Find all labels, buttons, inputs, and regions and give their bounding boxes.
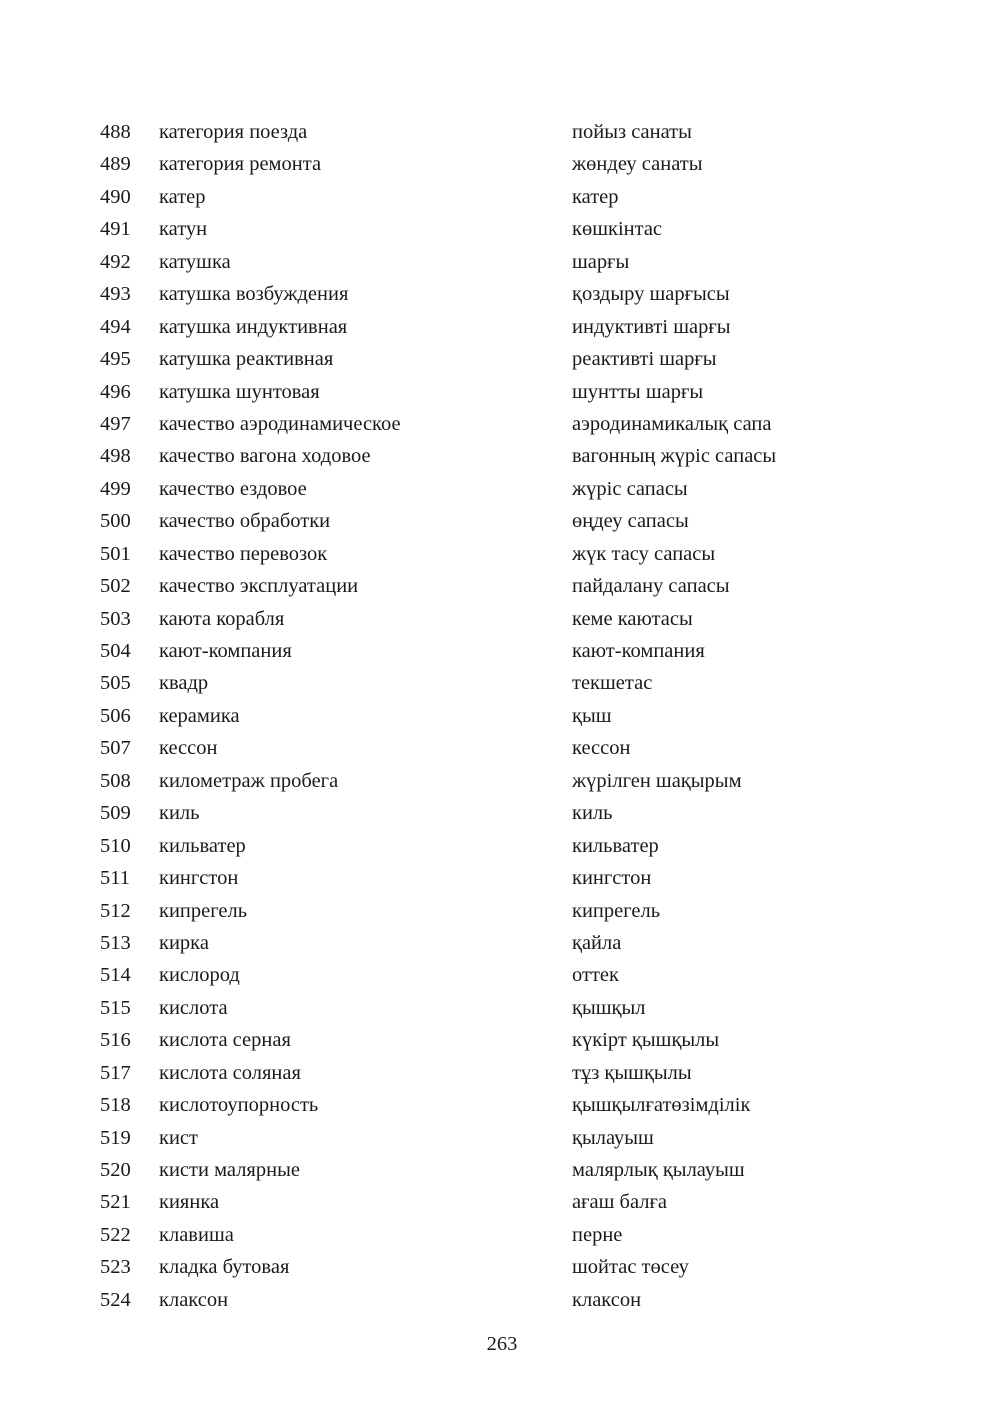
russian-term: кают-компания [159,640,292,662]
glossary-list [0,116,1004,1316]
entry-number: 522 [100,1223,131,1246]
kazakh-term: қышқылғатөзімділік [572,1094,751,1117]
entry-number: 504 [100,640,131,662]
entry-number: 516 [100,1029,131,1052]
russian-term: кессон [159,737,218,760]
kazakh-term: жүріс сапасы [572,477,688,500]
glossary-entry [0,667,1004,699]
russian-term: кист [159,1126,198,1149]
kazakh-term: вагонның жүріс сапасы [572,445,777,468]
glossary-entry [0,895,1004,927]
russian-term: кислотоупорность [159,1094,319,1117]
russian-term: качество вагона ходовое [159,445,371,468]
kazakh-term: кают-компания [572,640,705,662]
kazakh-term: тұз қышқылы [572,1061,692,1084]
glossary-entry [0,1089,1004,1121]
entry-number: 494 [100,315,131,338]
kazakh-term: клаксон [572,1288,642,1311]
entry-number: 514 [100,964,131,987]
russian-term: катушка [159,250,231,273]
russian-term: качество перевозок [159,542,328,565]
entry-number: 506 [100,704,131,727]
kazakh-term: шарғы [572,250,630,273]
kazakh-term: қоздыру шарғысы [572,283,730,306]
russian-term: качество обработки [159,510,331,533]
glossary-entry [0,765,1004,797]
glossary-entry [0,440,1004,472]
glossary-entry [0,408,1004,440]
russian-term: кирка [159,931,209,954]
entry-number: 497 [100,412,131,435]
kazakh-term: қайла [572,931,622,954]
glossary-entry [0,1219,1004,1251]
glossary-entry [0,1186,1004,1218]
entry-number: 510 [100,834,131,857]
kazakh-term: кингстон [572,867,652,890]
russian-term: киль [159,802,200,825]
entry-number: 502 [100,575,131,598]
glossary-entry [0,862,1004,894]
glossary-entry [0,116,1004,148]
glossary-entry [0,376,1004,408]
entry-number: 524 [100,1288,131,1311]
entry-number: 498 [100,445,131,468]
glossary-entry [0,797,1004,829]
page-number: 263 [486,1333,518,1355]
russian-term: категория ремонта [159,153,322,176]
russian-term: катушка индуктивная [159,315,348,338]
russian-term: катер [159,185,206,208]
kazakh-term: ағаш балға [572,1191,667,1214]
russian-term: километраж пробега [159,769,339,792]
entry-number: 489 [100,153,131,176]
entry-number: 492 [100,250,131,273]
russian-term: кингстон [159,867,239,890]
entry-number: 523 [100,1256,131,1279]
glossary-entry [0,1024,1004,1056]
entry-number: 511 [100,867,130,890]
russian-term: кипрегель [159,899,248,922]
kazakh-term: жөндеу санаты [572,153,703,176]
entry-number: 491 [100,218,131,241]
glossary-entry [0,830,1004,862]
entry-number: 508 [100,769,131,792]
russian-term: кислород [159,964,240,987]
entry-number: 520 [100,1159,131,1181]
entry-number: 499 [100,477,131,500]
glossary-entry [0,927,1004,959]
russian-term: киянка [159,1191,220,1214]
kazakh-term: шунтты шарғы [572,380,704,403]
russian-term: катушка реактивная [159,348,334,371]
kazakh-term: аэродинамикалық сапа [572,412,772,435]
glossary-entry [0,1057,1004,1089]
kazakh-term: текшетас [572,672,653,695]
entry-number: 518 [100,1094,131,1117]
entry-number: 496 [100,380,131,403]
glossary-entry [0,246,1004,278]
entry-number: 503 [100,607,131,630]
kazakh-term: қылауыш [572,1126,654,1149]
entry-number: 500 [100,510,131,533]
russian-term: катун [159,218,208,241]
entry-number: 490 [100,185,131,208]
glossary-entry [0,732,1004,764]
kazakh-term: жүрілген шақырым [572,769,742,792]
glossary-entry [0,992,1004,1024]
entry-number: 513 [100,931,131,954]
kazakh-term: пайдалану сапасы [572,575,730,598]
kazakh-term: перне [572,1223,623,1246]
kazakh-term: малярлық қылауыш [572,1159,745,1181]
glossary-entry [0,505,1004,537]
kazakh-term: катер [572,185,619,208]
russian-term: квадр [159,672,209,695]
glossary-entry [0,1154,1004,1186]
russian-term: кислота [159,996,228,1019]
russian-term: качество эксплуатации [159,575,359,598]
entry-number: 515 [100,996,131,1019]
kazakh-term: оттек [572,964,619,987]
glossary-entry [0,181,1004,213]
glossary-entry [0,311,1004,343]
russian-term: кильватер [159,834,246,857]
kazakh-term: жүк тасу сапасы [572,542,716,565]
kazakh-term: шойтас төсеу [572,1256,689,1279]
kazakh-term: реактивті шарғы [572,348,717,371]
kazakh-term: киль [572,802,613,825]
kazakh-term: кессон [572,737,631,760]
russian-term: клавиша [159,1223,234,1246]
glossary-entry [0,635,1004,667]
entry-number: 493 [100,283,131,306]
glossary-entry [0,473,1004,505]
russian-term: качество ездовое [159,477,307,500]
kazakh-term: қышқыл [572,996,646,1019]
glossary-entry [0,1284,1004,1316]
glossary-entry [0,603,1004,635]
entry-number: 509 [100,802,131,825]
kazakh-term: күкірт қышқылы [572,1029,720,1052]
russian-term: керамика [159,704,240,727]
kazakh-term: индуктивті шарғы [572,315,731,338]
kazakh-term: пойыз санаты [572,121,692,143]
kazakh-term: өңдеу сапасы [572,510,689,533]
glossary-entry [0,278,1004,310]
entry-number: 519 [100,1126,131,1149]
entry-number: 507 [100,737,131,760]
russian-term: качество аэродинамическое [159,412,401,435]
glossary-entry [0,1122,1004,1154]
glossary-entry [0,148,1004,180]
glossary-entry [0,1251,1004,1283]
entry-number: 495 [100,348,131,371]
entry-number: 517 [100,1061,131,1084]
kazakh-term: көшкінтас [572,218,663,241]
kazakh-term: кильватер [572,834,659,857]
kazakh-term: қыш [572,704,612,727]
russian-term: клаксон [159,1288,229,1311]
entry-number: 505 [100,672,131,695]
glossary-entry [0,343,1004,375]
glossary-entry [0,538,1004,570]
kazakh-term: кеме каютасы [572,607,693,630]
glossary-entry [0,959,1004,991]
glossary-entry [0,700,1004,732]
entry-number: 501 [100,542,131,565]
glossary-entry [0,213,1004,245]
russian-term: кислота серная [159,1029,291,1052]
russian-term: категория поезда [159,121,308,143]
entry-number: 512 [100,899,131,922]
kazakh-term: кипрегель [572,899,661,922]
russian-term: кисти малярные [159,1159,300,1181]
russian-term: кислота соляная [159,1061,301,1084]
entry-number: 521 [100,1191,131,1214]
russian-term: катушка шунтовая [159,380,320,403]
russian-term: каюта корабля [159,607,285,630]
glossary-entry [0,570,1004,602]
russian-term: кладка бутовая [159,1256,290,1279]
entry-number: 488 [100,121,131,143]
russian-term: катушка возбуждения [159,283,349,306]
